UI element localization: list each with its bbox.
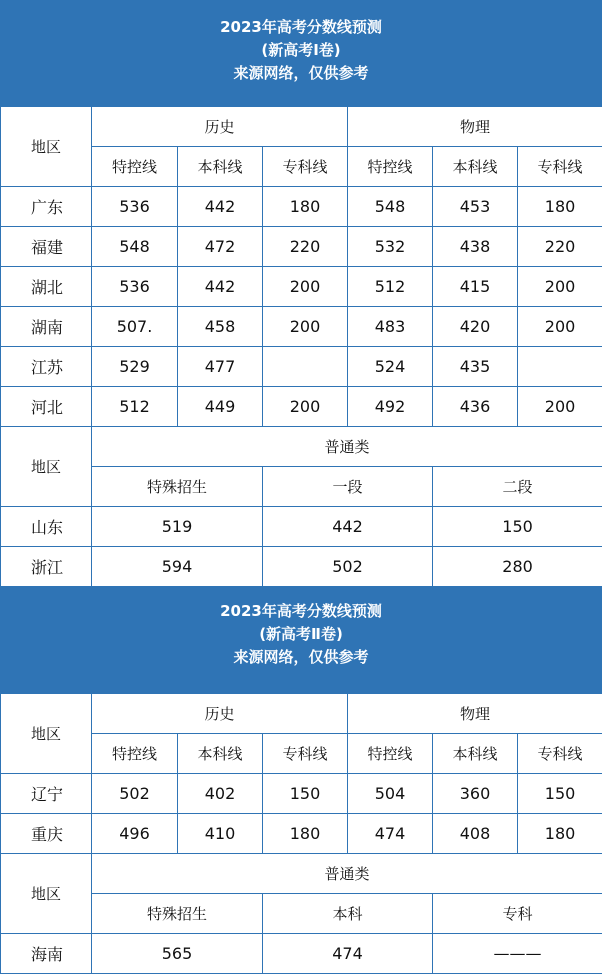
score-cell: 492 <box>348 387 433 427</box>
score-cell: 524 <box>348 347 433 387</box>
score-cell: 502 <box>263 547 433 587</box>
region-header: 地区 <box>1 107 92 187</box>
region-header: 地区 <box>1 854 92 934</box>
score-cell: 453 <box>433 187 518 227</box>
table-header-row <box>1 107 602 147</box>
region-header: 地区 <box>1 694 92 774</box>
column-header: 本科线 <box>433 734 518 774</box>
score-cell: 594 <box>92 547 263 587</box>
region-cell: 福建 <box>1 227 92 267</box>
score-cell: 449 <box>178 387 263 427</box>
header-banner-1 <box>0 0 602 106</box>
column-header: 本科线 <box>178 734 263 774</box>
header-banner-2 <box>0 587 602 693</box>
region-cell: 河北 <box>1 387 92 427</box>
score-cell: 200 <box>518 387 602 427</box>
score-cell: 502 <box>92 774 178 814</box>
score-cell: 548 <box>348 187 433 227</box>
score-cell: 442 <box>178 187 263 227</box>
region-cell: 山东 <box>1 507 92 547</box>
score-table-1 <box>0 106 602 587</box>
physics-header: 物理 <box>348 107 602 147</box>
column-header: 一段 <box>263 467 433 507</box>
table-subheader-row <box>1 734 602 774</box>
score-cell: 532 <box>348 227 433 267</box>
banner-note: 来源网络，仅供参考 <box>0 62 602 85</box>
region-cell: 浙江 <box>1 547 92 587</box>
score-cell <box>263 347 348 387</box>
table-row <box>1 507 602 547</box>
region-cell: 海南 <box>1 934 92 974</box>
region-cell: 江苏 <box>1 347 92 387</box>
score-cell: 519 <box>92 507 263 547</box>
table-row <box>1 387 602 427</box>
score-cell: 436 <box>433 387 518 427</box>
column-header: 本科线 <box>178 147 263 187</box>
column-header: 特控线 <box>92 147 178 187</box>
table-row <box>1 774 602 814</box>
table-row <box>1 547 602 587</box>
banner-title: 2023年高考分数线预测 <box>0 600 602 623</box>
column-header: 特控线 <box>348 147 433 187</box>
table-header-row <box>1 854 602 894</box>
history-header: 历史 <box>92 107 348 147</box>
score-cell: 565 <box>92 934 263 974</box>
physics-header: 物理 <box>348 694 602 734</box>
region-cell: 重庆 <box>1 814 92 854</box>
score-cell: 415 <box>433 267 518 307</box>
table-row <box>1 814 602 854</box>
banner-note: 来源网络，仅供参考 <box>0 646 602 669</box>
table-row <box>1 307 602 347</box>
score-cell: 180 <box>263 814 348 854</box>
score-cell: 512 <box>92 387 178 427</box>
table-subheader-row <box>1 894 602 934</box>
score-cell: 220 <box>518 227 602 267</box>
general-category-header: 普通类 <box>92 854 602 894</box>
score-cell <box>518 347 602 387</box>
score-cell: 474 <box>263 934 433 974</box>
score-cell: 280 <box>433 547 602 587</box>
score-cell: 150 <box>263 774 348 814</box>
column-header: 特控线 <box>348 734 433 774</box>
region-cell: 湖北 <box>1 267 92 307</box>
table-row <box>1 187 602 227</box>
table-row <box>1 227 602 267</box>
history-header: 历史 <box>92 694 348 734</box>
score-cell: 200 <box>263 267 348 307</box>
column-header: 专科线 <box>263 147 348 187</box>
table-row <box>1 347 602 387</box>
score-cell: 442 <box>178 267 263 307</box>
column-header: 特殊招生 <box>92 467 263 507</box>
score-cell: 408 <box>433 814 518 854</box>
table-header-row <box>1 427 602 467</box>
score-cell: 220 <box>263 227 348 267</box>
score-cell: 536 <box>92 187 178 227</box>
column-header: 本科 <box>263 894 433 934</box>
score-cell: 458 <box>178 307 263 347</box>
score-cell: 180 <box>263 187 348 227</box>
region-cell: 湖南 <box>1 307 92 347</box>
score-cell: 180 <box>518 187 602 227</box>
column-header: 二段 <box>433 467 602 507</box>
score-cell: 472 <box>178 227 263 267</box>
banner-subtitle: (新高考I卷) <box>0 39 602 62</box>
banner-subtitle: (新高考Ⅱ卷) <box>0 623 602 646</box>
score-cell: 435 <box>433 347 518 387</box>
region-header: 地区 <box>1 427 92 507</box>
score-cell: 150 <box>518 774 602 814</box>
score-cell: 548 <box>92 227 178 267</box>
score-cell: 360 <box>433 774 518 814</box>
score-cell: 536 <box>92 267 178 307</box>
score-cell: 410 <box>178 814 263 854</box>
score-cell: 420 <box>433 307 518 347</box>
score-cell: 200 <box>263 387 348 427</box>
table-row <box>1 267 602 307</box>
score-cell: 402 <box>178 774 263 814</box>
score-cell: 512 <box>348 267 433 307</box>
score-cell: 477 <box>178 347 263 387</box>
region-cell: 广东 <box>1 187 92 227</box>
table-subheader-row <box>1 467 602 507</box>
score-cell: 496 <box>92 814 178 854</box>
table-row <box>1 934 602 974</box>
column-header: 特殊招生 <box>92 894 263 934</box>
score-cell: 483 <box>348 307 433 347</box>
table-header-row <box>1 694 602 734</box>
score-cell: 200 <box>518 267 602 307</box>
score-cell: 200 <box>518 307 602 347</box>
score-cell: 150 <box>433 507 602 547</box>
score-cell: 474 <box>348 814 433 854</box>
score-cell: ——— <box>433 934 602 974</box>
column-header: 专科线 <box>263 734 348 774</box>
score-cell: 180 <box>518 814 602 854</box>
column-header: 特控线 <box>92 734 178 774</box>
column-header: 专科线 <box>518 734 602 774</box>
column-header: 专科 <box>433 894 602 934</box>
score-cell: 442 <box>263 507 433 547</box>
score-table-2 <box>0 693 602 974</box>
score-cell: 200 <box>263 307 348 347</box>
banner-title: 2023年高考分数线预测 <box>0 16 602 39</box>
score-cell: 507. <box>92 307 178 347</box>
table-subheader-row <box>1 147 602 187</box>
region-cell: 辽宁 <box>1 774 92 814</box>
general-category-header: 普通类 <box>92 427 602 467</box>
score-cell: 529 <box>92 347 178 387</box>
score-cell: 504 <box>348 774 433 814</box>
column-header: 本科线 <box>433 147 518 187</box>
column-header: 专科线 <box>518 147 602 187</box>
score-cell: 438 <box>433 227 518 267</box>
